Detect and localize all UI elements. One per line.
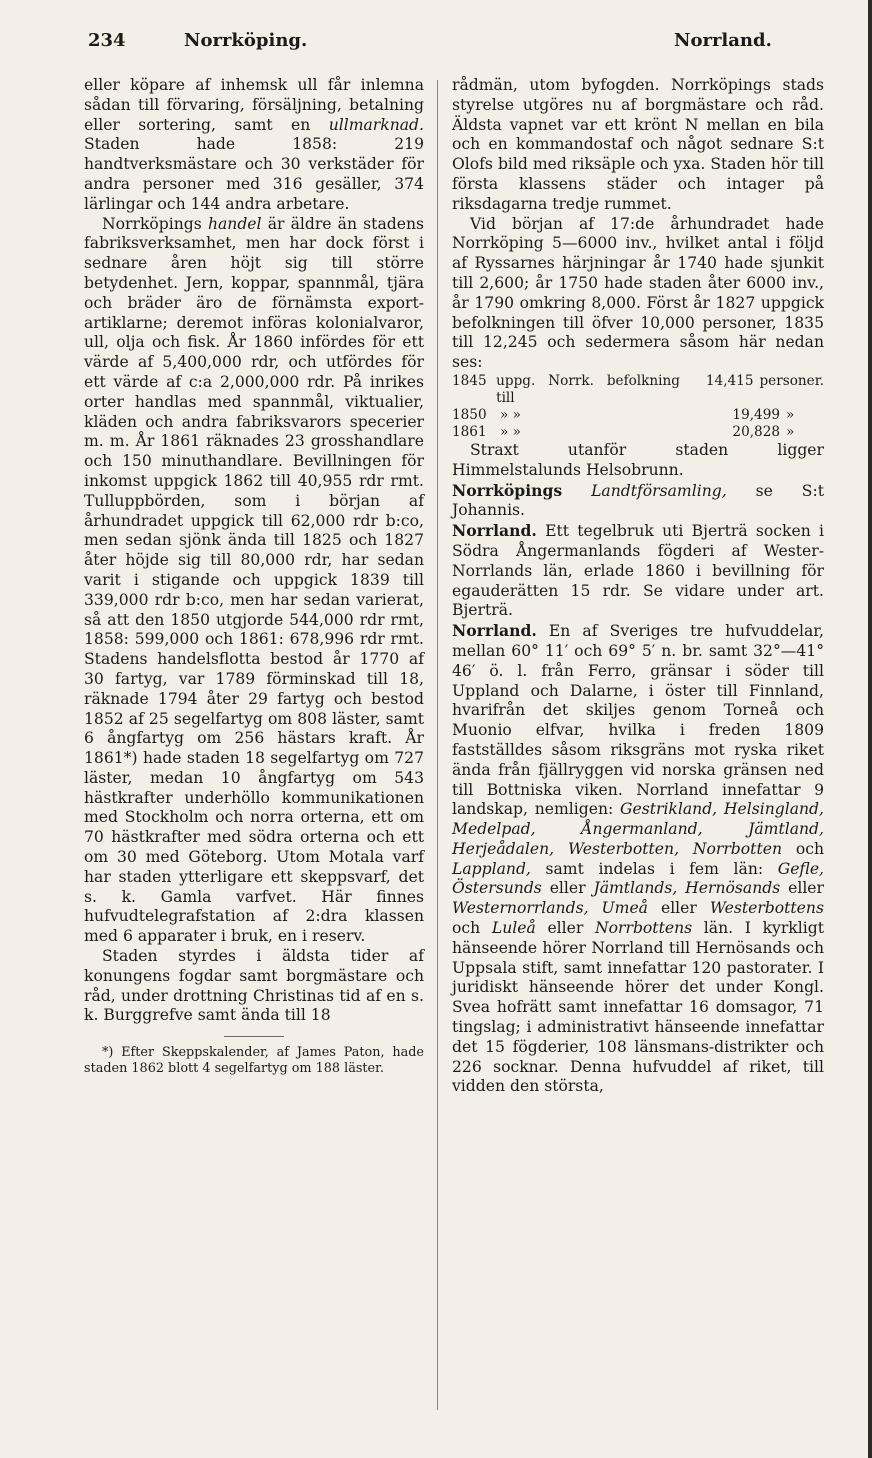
paragraph: eller köpare af inhemsk ull får inlemna sådan till förvaring, försäljning, betalning eller sortering, samt en ullmarknad. Staden hade 1858: 219 handtverksmästare och 30 verkstäder för andra personer med 316 gesäller, 374 lärlingar och 144 andra arbetare. [84, 76, 424, 213]
page-number: 234 [88, 30, 126, 51]
paragraph: rådmän, utom byfogden. Norrköpings stads styrelse utgöres nu af borgmästare och råd. Äldsta vapnet var ett krönt N mellan en bila och en kommandostaf och något sednare S:t Olofs bild med riksäple och yxa. Staden hör till första klassens städer och intager på riksdagarna tredje rummet. [452, 76, 824, 213]
entry-norrland: Norrland. En af Sveriges tre hufvuddelar, mellan 60° 11′ och 69° 5′ n. br. samt 32°—41° 46′ ö. l. från Ferro, gränsar i söder till Uppland och Dalarne, i öster till Finnland, hvarifrån det skiljes genom Torneå och Muonio elfvar, hvilka i freden 1809 fastställdes såsom riksgräns mot ryska riket ända från fjällryggen vid norska gränsen ned till Bottniska viken. Norrland innefattar 9 landskap, nemligen: Gestrikland, Helsingland, Medelpad, Ångermanland, Jämtland, Herjeådalen, Westerbotten, Norrbotten och Lappland, samt indelas i fem län: Gefle, Östersunds eller Jämtlands, Hernösands eller Westernorrlands, Umeå eller Westerbottens och Luleå eller Norrbottens län. I kyrkligt hänseende hörer Norrland till Hernösands och Uppsala stift, samt innefattar 120 pastorater. I juridiskt hänseende hörer det under Kongl. Svea hofrätt samt innefattar 16 domsagor, 71 tingslag; i administrativt hänseende innefattar det 15 fögderier, 108 länsmans-distrikter och 226 socknar. Denna hufvuddel af riket, till vidden den största, [452, 621, 825, 1096]
paragraph: Straxt utanför staden ligger Himmelstalunds Helsobrunn. [452, 440, 824, 479]
table-row: 1845 uppg. Norrk. befolkning till 14,415 personer. [452, 372, 825, 406]
page-header [88, 30, 828, 58]
table-row: 1850 » » 19,499 » [452, 406, 795, 423]
paragraph: Vid början af 17:de århundradet hade Norrköping 5—6000 inv., hvilket antal i följd af Ryssarnes härjningar år 1740 hade sjunkit till 2,600; år 1750 hade staden åter 6000 inv., år 1790 omkring 8,000. Först år 1827 uppgick befolkningen till öfver 10,000 personer, 1835 till 12,245 och sedermera såsom här nedan ses: [452, 214, 824, 372]
right-running-title: Norrland. [674, 30, 772, 51]
table-row: 1861 » » 20,828 » [452, 423, 795, 440]
left-running-title: Norrköping. [184, 30, 308, 51]
population-table [452, 373, 824, 441]
footnote-divider [224, 1036, 284, 1037]
entry-landtforsamling: Norrköpings Landtförsamling, se S:t Johannis. [452, 480, 824, 520]
paragraph-handel: Norrköpings handel är äldre än stadens fabriksverksamhet, men har dock först i sednare åren höjt sig till större betydenhet. Jern, koppar, spannmål, tjära och bräder äro de förnämsta export-artiklarne; deremot införas kolonialvaror, ull, olja och fisk. År 1860 infördes för ett värde af 5,400,000 rdr, och utfördes för ett värde af c:a 2,000,000 rdr. På inrikes orter handlas med spannmål, viktualier, kläden och andra fabriksvarors specerier m. m. År 1861 räknades 23 grosshandlare och 150 minuthandlare. Bevillningen för inkomst uppgick 1862 till 40,955 rdr rmt. Tulluppbörden, som i början af århundradet uppgick till 62,000 rdr b:co, men sedan sjönk ända till 1825 och 1827 åter höjde sig till 80,000 rdr, har sedan varit i stigande och uppgick 1839 till 339,000 rdr b:co, men har sedan varierat, så att den 1850 utgjorde 544,000 rdr rmt, 1858: 599,000 och 1861: 678,996 rdr rmt. Stadens handelsflotta bestod år 1770 af 30 fartyg, var 1789 förminskad till 18, räknade 1794 åter 29 fartyg och bestod 1852 af 25 segelfartyg om 808 läster, samt 6 ångfartyg om 256 hästars kraft. År 1861*) hade staden 18 segelfartyg om 727 läster, medan 10 ångfartyg om 543 hästkrafter underhöllo kommunikationen med Stockholm och norra orterna, ett om 70 hästkrafter med södra orterna och ett om 30 med Göteborg. Utom Motala varf har staden ytterligare ett skeppsvarf, det s. k. Gamla varfvet. Här finnes hufvudtelegrafstation af 2:dra klassen med 6 apparater i bruk, en i reserv. [84, 214, 424, 946]
right-column [452, 76, 824, 1097]
entry-norrland-tegelbruk: Norrland. Ett tegelbruk uti Bjerträ socken i Södra Ångermanlands fögderi af Wester-Norrlands län, erlade 1860 i bevillning för egauderätten 15 rdr. Se vidare under art. Bjerträ. [452, 521, 824, 620]
paragraph: Staden styrdes i äldsta tider af konungens fogdar samt borgmästare och råd, under drottning Christinas tid af en s. k. Burggrefve samt ända till 18 [84, 947, 424, 1025]
page-edge [868, 0, 872, 1458]
column-divider [437, 80, 438, 1410]
footnote: *) Efter Skeppskalender, af James Paton, hade staden 1862 blott 4 segelfartyg om 188 läster. [84, 1045, 424, 1077]
left-column [84, 76, 424, 1077]
